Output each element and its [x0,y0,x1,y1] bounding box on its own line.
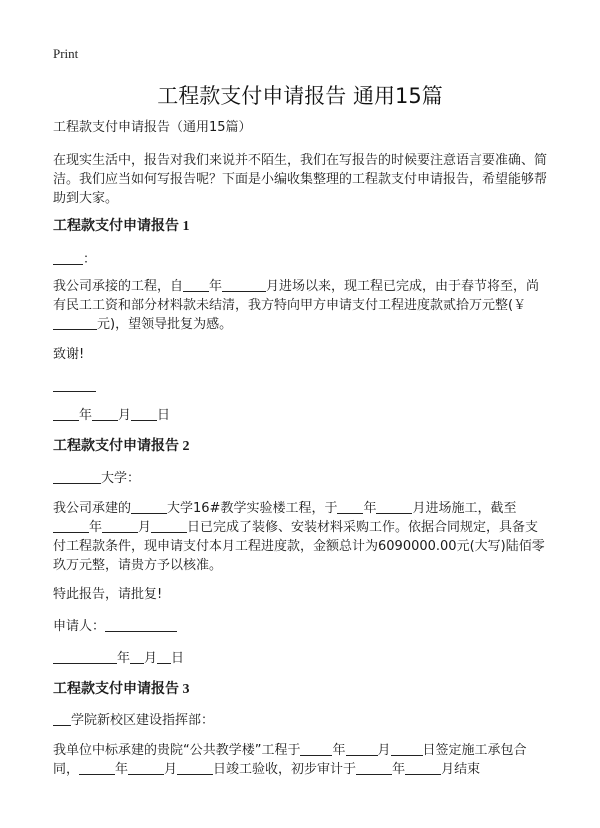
section-3-body: 我单位中标承建的贵院“公共教学楼”工程于 年 月 日签定施工承包合同， 年 月 日竣工验收，初步审计于 年 月结束 [53,743,527,777]
blank-field [300,741,332,756]
blank-field [356,760,392,775]
signature-line [53,391,96,392]
blank-field [177,760,213,775]
blank-field [157,649,171,664]
blank-field [79,760,115,775]
blank-field [53,711,71,726]
blank-field [131,406,157,421]
blank-field [102,518,138,533]
section-3-salutation: 学院新校区建设指挥部： [53,711,550,730]
blank-field [53,406,79,421]
blank-field [391,741,423,756]
blank-field [337,499,363,514]
page-title: 工程款支付申请报告 通用15篇 [157,84,443,108]
section-2-heading: 工程款支付申请报告 2 [53,439,190,454]
intro-paragraph: 在现实生活中，报告对我们来说并不陌生，我们在写报告的时候要注意语言要准确、简洁。我们应当如何写报告呢？下面是小编收集整理的工程款支付申请报告，希望能够帮助到大家。 [53,153,548,206]
blank-field [131,499,167,514]
blank-field [128,760,164,775]
blank-field [376,499,412,514]
section-1-date: 年 月 日 [53,406,550,425]
section-2-applicant: 申请人： [53,617,550,636]
section-2-body: 我公司承建的 大学16#教学实验楼工程，于 年 月进场施工，截至年 月 日已完成了装修、安装材料采购工作。依据合同规定，具备支付工程款条件，现申请支付本月工程进度款，金额总计为6090000.00元(大写)陆佰零玖万元整，请贵方予以核准。 [53,501,545,573]
section-2-salutation: 大学： [53,469,550,488]
section-1-body: 我公司承接的工程，自 年 月进场以来，现工程已完成，由于春节将至，尚有民工工资和部分材料款未结清，我方特向甲方申请支付工程进度款贰拾万元整(￥元)，望领导批复为感。 [53,279,540,332]
blank-field [346,741,378,756]
blank-field [53,518,89,533]
section-3-heading: 工程款支付申请报告 3 [53,682,190,697]
blank-field [130,649,144,664]
blank-field [151,518,187,533]
blank-field [53,649,117,664]
section-2-closing: 特此报告，请批复! [53,587,163,602]
blank-field [105,617,177,632]
blank-field [53,250,83,265]
blank-field [405,760,441,775]
blank-field [53,315,97,330]
section-1-heading: 工程款支付申请报告 1 [53,219,190,234]
document-subtitle: 工程款支付申请报告（通用15篇） [53,120,252,135]
section-2-date: 年 月 日 [53,649,550,668]
section-1-thanks: 致谢! [53,347,85,362]
blank-field [222,277,266,292]
print-link[interactable]: Print [53,46,79,61]
section-1-salutation: ： [53,250,550,269]
blank-field [92,406,118,421]
blank-field [53,469,101,484]
blank-field [183,277,209,292]
